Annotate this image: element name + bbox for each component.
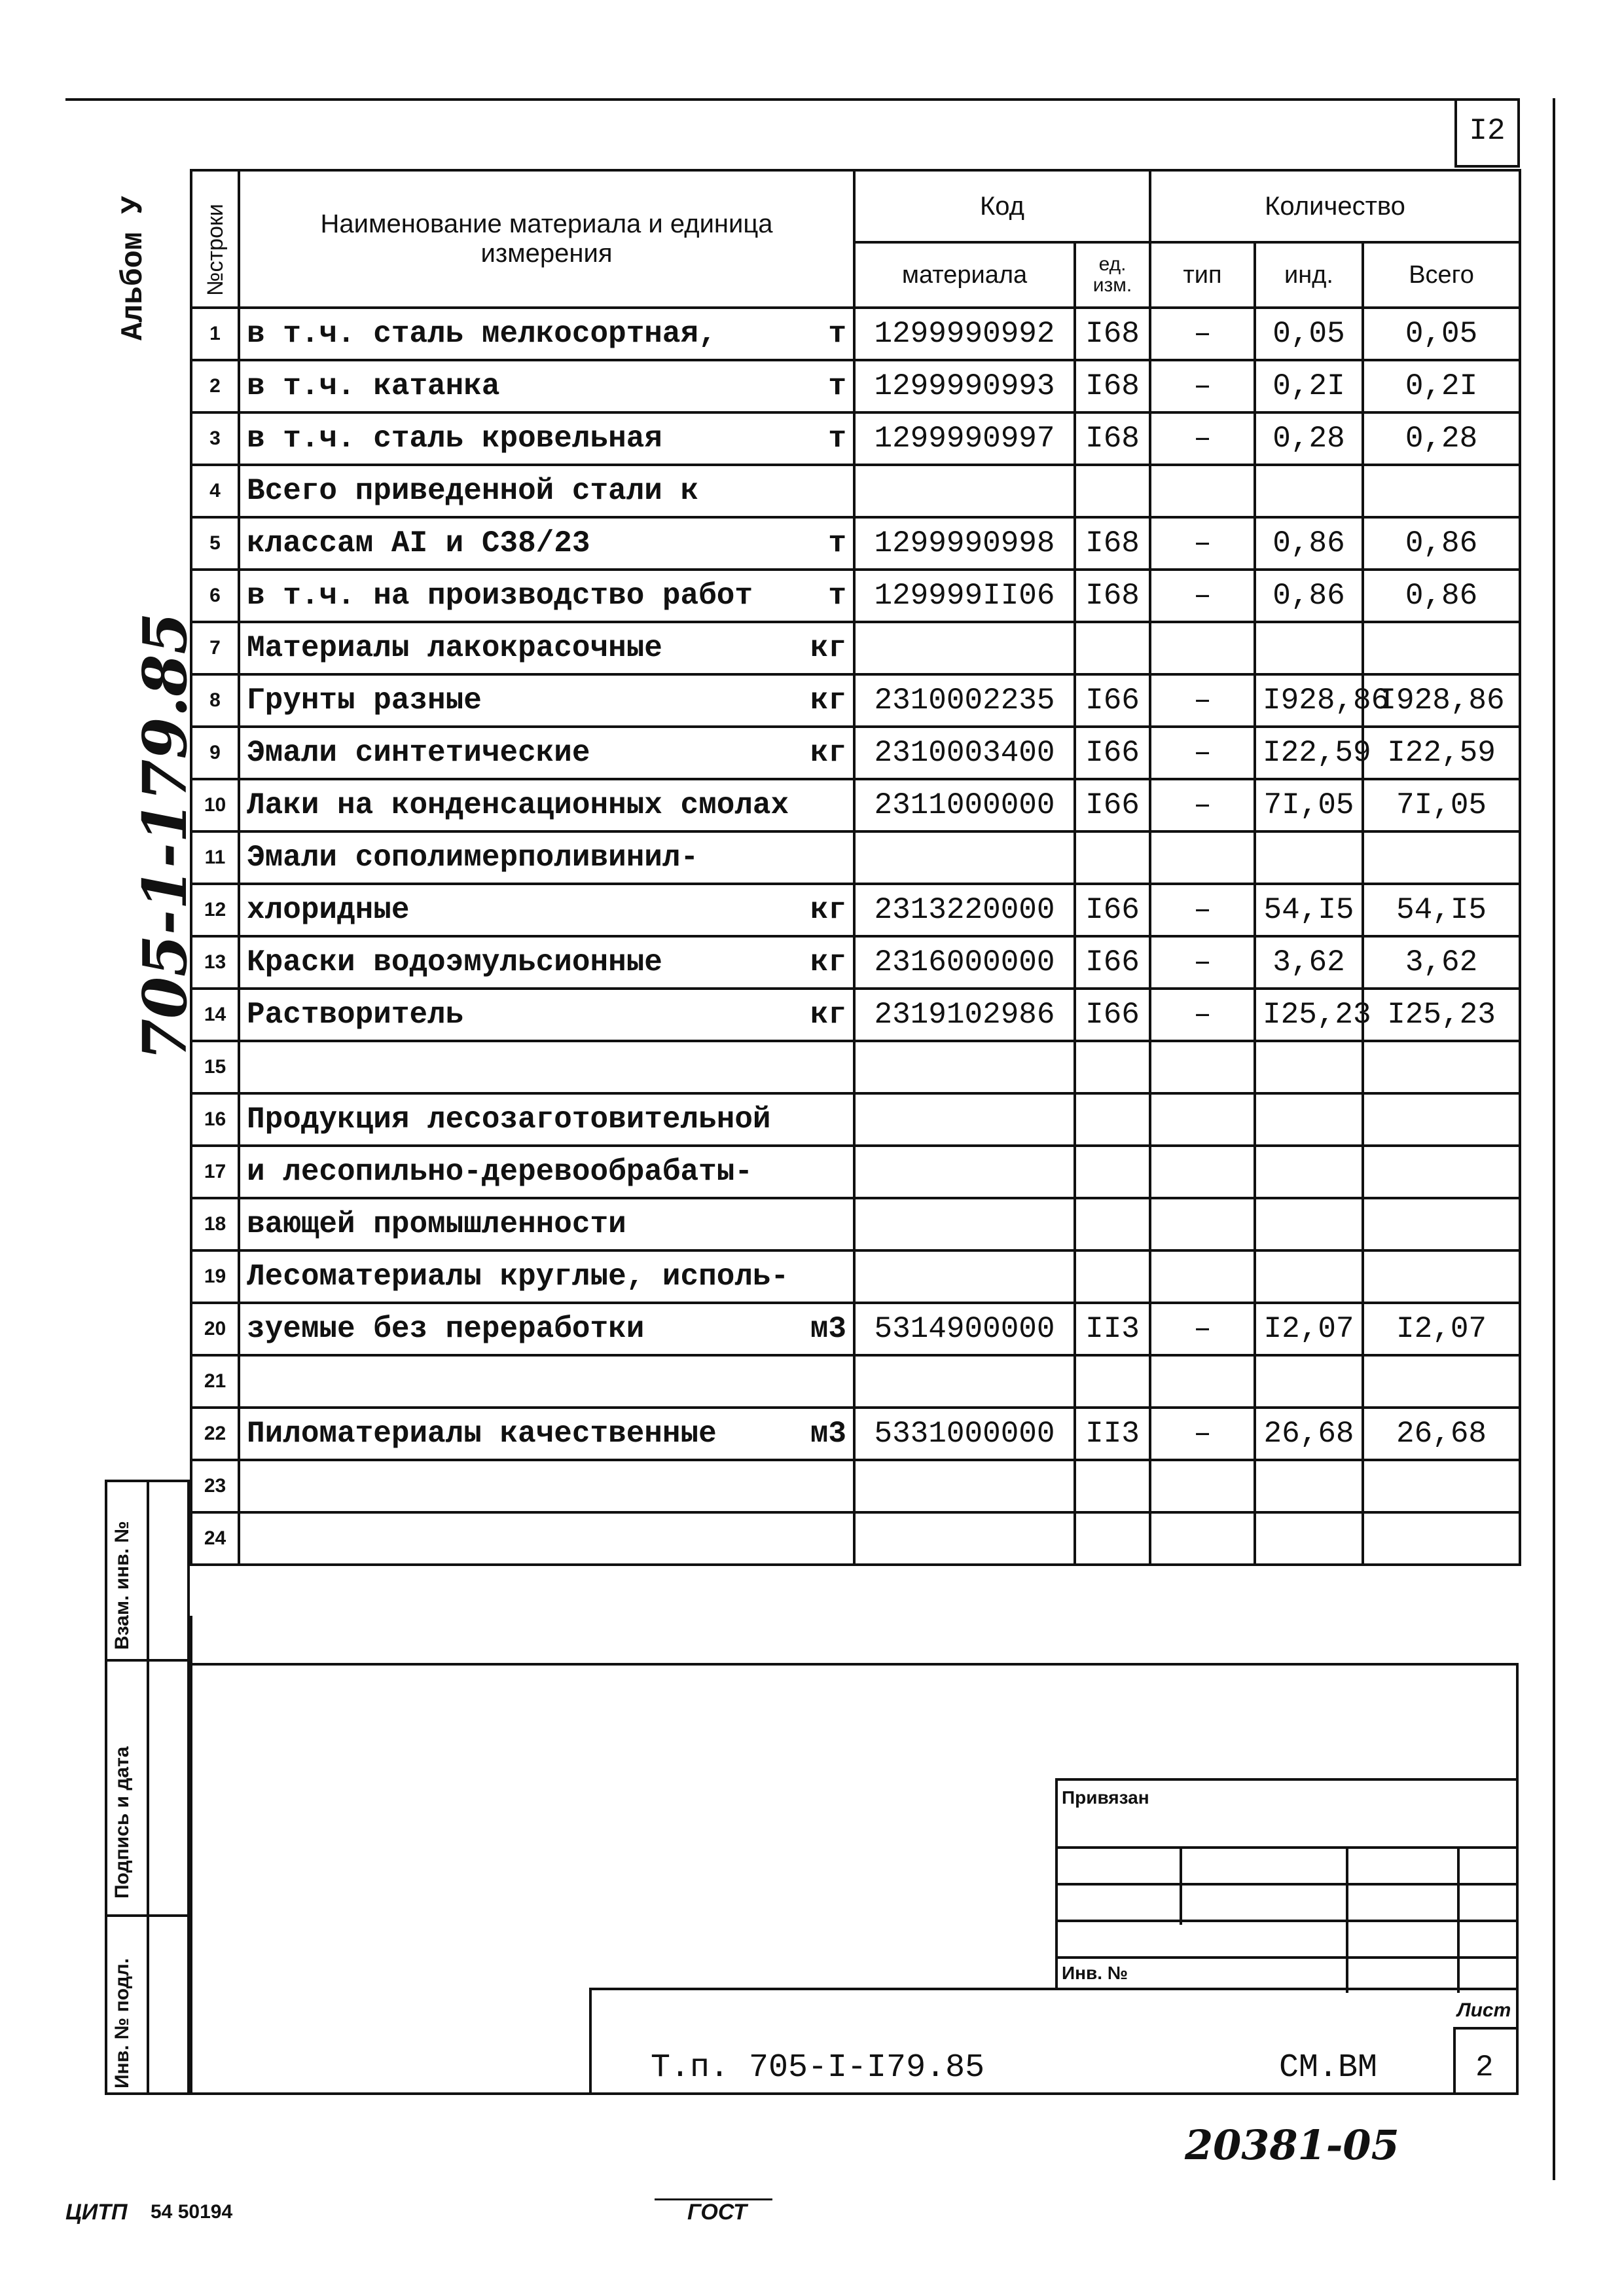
row-number: 20 — [191, 1303, 239, 1355]
quantity-type: – — [1150, 674, 1255, 727]
quantity-type: – — [1150, 936, 1255, 989]
unit-code — [1075, 1041, 1150, 1093]
quantity-total — [1363, 1355, 1520, 1408]
row-number: 13 — [191, 936, 239, 989]
quantity-ind — [1255, 465, 1363, 517]
material-name: Эмали синтетические — [247, 736, 590, 770]
material-name: Всего приведенной стали к — [247, 474, 699, 508]
quantity-ind: 26,68 — [1255, 1408, 1363, 1460]
material-name-cell — [239, 779, 854, 831]
privyazan-rule-3 — [1058, 1920, 1519, 1922]
quantity-type — [1150, 1355, 1255, 1408]
quantity-type — [1150, 465, 1255, 517]
privyazan-rule-4 — [1058, 1956, 1519, 1959]
quantity-type — [1150, 1093, 1255, 1146]
row-number: 15 — [191, 1041, 239, 1093]
quantity-total: 26,68 — [1363, 1408, 1520, 1460]
material-code: 1299990997 — [854, 412, 1075, 465]
page-number: I2 — [1469, 114, 1506, 148]
material-name: Грунты разные — [247, 683, 482, 718]
header-total: Всего — [1363, 242, 1520, 308]
table-row — [191, 1198, 1520, 1250]
material-code — [854, 1093, 1075, 1146]
quantity-total — [1363, 1250, 1520, 1303]
quantity-total: 0,28 — [1363, 412, 1520, 465]
material-unit: кг — [810, 736, 846, 770]
unit-code: I68 — [1075, 570, 1150, 622]
row-number: 7 — [191, 622, 239, 674]
material-code — [854, 831, 1075, 884]
material-name-cell — [239, 622, 854, 674]
unit-code — [1075, 1250, 1150, 1303]
material-name-cell — [239, 1041, 854, 1093]
frame-left-rule — [190, 1616, 192, 2095]
unit-code: I66 — [1075, 674, 1150, 727]
table-row — [191, 884, 1520, 936]
doc-code: Т.п. 705-I-I79.85 — [651, 2049, 985, 2086]
material-name-cell — [239, 1250, 854, 1303]
unit-code — [1075, 1198, 1150, 1250]
row-number: 8 — [191, 674, 239, 727]
privyazan-vrule-2 — [1346, 1846, 1348, 1993]
table-row — [191, 1250, 1520, 1303]
quantity-total — [1363, 1093, 1520, 1146]
quantity-total: I22,59 — [1363, 727, 1520, 779]
material-name-cell — [239, 360, 854, 412]
quantity-total: 7I,05 — [1363, 779, 1520, 831]
frame-right-rule-2 — [1553, 98, 1555, 2180]
material-code: 2310002235 — [854, 674, 1075, 727]
quantity-total: I25,23 — [1363, 989, 1520, 1041]
material-name-cell — [239, 1512, 854, 1565]
unit-code — [1075, 1093, 1150, 1146]
material-unit: м3 — [810, 1312, 846, 1346]
material-name-cell — [239, 936, 854, 989]
material-name: и лесопильно-деревообрабаты- — [247, 1155, 753, 1189]
unit-code: I68 — [1075, 360, 1150, 412]
quantity-total — [1363, 1512, 1520, 1565]
sheet-number: 2 — [1475, 2050, 1494, 2085]
table-row — [191, 1041, 1520, 1093]
quantity-ind — [1255, 1146, 1363, 1198]
row-number: 18 — [191, 1198, 239, 1250]
material-unit: т — [828, 526, 846, 560]
material-name-cell — [239, 1408, 854, 1460]
table-row — [191, 727, 1520, 779]
quantity-total: 0,86 — [1363, 517, 1520, 570]
materials-table — [190, 169, 1521, 1566]
material-name: в т.ч. на производство работ — [247, 579, 753, 613]
material-unit: т — [828, 422, 846, 456]
quantity-ind: 0,28 — [1255, 412, 1363, 465]
material-code: 1299990998 — [854, 517, 1075, 570]
material-name: Пиломатериалы качественные — [247, 1417, 717, 1451]
quantity-type — [1150, 622, 1255, 674]
unit-code: I68 — [1075, 412, 1150, 465]
table-row — [191, 1355, 1520, 1408]
material-code: 5314900000 — [854, 1303, 1075, 1355]
material-name: классам AI и C38/23 — [247, 526, 590, 560]
material-name: зуемые без переработки — [247, 1312, 645, 1346]
row-number: 24 — [191, 1512, 239, 1565]
quantity-ind: 7I,05 — [1255, 779, 1363, 831]
quantity-ind — [1255, 1250, 1363, 1303]
table-row — [191, 674, 1520, 727]
row-number: 2 — [191, 360, 239, 412]
quantity-type: – — [1150, 727, 1255, 779]
quantity-total: 0,05 — [1363, 308, 1520, 360]
material-name: в т.ч. сталь кровельная — [247, 422, 662, 456]
album-label: Альбом У — [117, 196, 151, 340]
material-name: Материалы лакокрасочные — [247, 631, 662, 665]
row-number: 6 — [191, 570, 239, 622]
table-row — [191, 1460, 1520, 1512]
quantity-ind: I928,86 — [1255, 674, 1363, 727]
quantity-total — [1363, 1198, 1520, 1250]
header-quantity: Количество — [1150, 170, 1520, 242]
quantity-total — [1363, 465, 1520, 517]
title-block — [589, 1988, 1519, 2095]
row-number: 19 — [191, 1250, 239, 1303]
material-name: вающей промышленности — [247, 1207, 626, 1241]
side-divider-vert — [147, 1482, 149, 2092]
quantity-total — [1363, 1460, 1520, 1512]
privyazan-label: Привязан — [1062, 1787, 1149, 1808]
material-name-cell — [239, 517, 854, 570]
quantity-total: 0,86 — [1363, 570, 1520, 622]
material-unit: кг — [810, 998, 846, 1032]
material-code — [854, 1198, 1075, 1250]
material-code — [854, 622, 1075, 674]
quantity-type — [1150, 1146, 1255, 1198]
row-number: 4 — [191, 465, 239, 517]
material-code — [854, 1041, 1075, 1093]
material-code — [854, 1512, 1075, 1565]
material-name: хлоридные — [247, 893, 410, 927]
footer-order: 54 50194 — [151, 2201, 233, 2223]
table-row — [191, 1146, 1520, 1198]
top-rule — [65, 98, 1519, 101]
privyazan-block — [1055, 1778, 1519, 1990]
quantity-total — [1363, 831, 1520, 884]
row-number: 12 — [191, 884, 239, 936]
material-unit: кг — [810, 631, 846, 665]
material-code: 2311000000 — [854, 779, 1075, 831]
material-name: Лаки на конденсационных смолах — [247, 788, 789, 822]
row-number: 5 — [191, 517, 239, 570]
material-code: 2313220000 — [854, 884, 1075, 936]
table-row — [191, 1303, 1520, 1355]
quantity-type — [1150, 1250, 1255, 1303]
quantity-ind — [1255, 831, 1363, 884]
material-name-cell — [239, 727, 854, 779]
row-number: 21 — [191, 1355, 239, 1408]
material-name-cell — [239, 465, 854, 517]
header-material: материала — [854, 242, 1075, 308]
project-code-handwritten: 705-1-179.85 — [130, 612, 200, 1061]
unit-code: I66 — [1075, 884, 1150, 936]
header-unit: ед. изм. — [1075, 242, 1150, 308]
quantity-total — [1363, 1041, 1520, 1093]
table-row — [191, 831, 1520, 884]
quantity-ind: 0,86 — [1255, 517, 1363, 570]
table-row — [191, 360, 1520, 412]
quantity-type: – — [1150, 517, 1255, 570]
quantity-type — [1150, 1512, 1255, 1565]
table-row — [191, 989, 1520, 1041]
row-number: 16 — [191, 1093, 239, 1146]
quantity-type: – — [1150, 412, 1255, 465]
quantity-ind: 3,62 — [1255, 936, 1363, 989]
page-number-box — [1454, 98, 1520, 168]
material-unit: т — [828, 369, 846, 403]
unit-code: I66 — [1075, 989, 1150, 1041]
table-row — [191, 622, 1520, 674]
material-code: 1299990993 — [854, 360, 1075, 412]
privyazan-rule-2 — [1058, 1883, 1519, 1886]
material-code — [854, 1355, 1075, 1408]
quantity-ind: 0,05 — [1255, 308, 1363, 360]
table-row — [191, 570, 1520, 622]
row-number: 9 — [191, 727, 239, 779]
doc-mark: СМ.ВМ — [1279, 2049, 1378, 2086]
unit-code — [1075, 1146, 1150, 1198]
material-name: Эмали сополимерполивинил- — [247, 841, 699, 875]
title-hrule — [1453, 2027, 1519, 2030]
material-unit: т — [828, 317, 846, 351]
material-code: 2319102986 — [854, 989, 1075, 1041]
material-code: 5331000000 — [854, 1408, 1075, 1460]
quantity-ind — [1255, 1355, 1363, 1408]
row-number: 23 — [191, 1460, 239, 1512]
unit-code — [1075, 1460, 1150, 1512]
unit-code — [1075, 1355, 1150, 1408]
table-row — [191, 1093, 1520, 1146]
material-unit: кг — [810, 683, 846, 718]
header-type: тип — [1150, 242, 1255, 308]
quantity-type — [1150, 1460, 1255, 1512]
privyazan-vrule-3 — [1457, 1846, 1460, 1993]
material-name-cell — [239, 831, 854, 884]
material-name: Лесоматериалы круглые, исполь- — [247, 1260, 789, 1294]
side-label-podpis: Подпись и дата — [111, 1746, 133, 1899]
material-name: в т.ч. катанка — [247, 369, 500, 403]
material-name: Растворитель — [247, 998, 464, 1032]
material-name-cell — [239, 1460, 854, 1512]
quantity-type: – — [1150, 989, 1255, 1041]
quantity-total: 3,62 — [1363, 936, 1520, 989]
quantity-type: – — [1150, 1408, 1255, 1460]
unit-code: I68 — [1075, 308, 1150, 360]
quantity-total — [1363, 1146, 1520, 1198]
quantity-ind — [1255, 1460, 1363, 1512]
row-number: 17 — [191, 1146, 239, 1198]
quantity-total: I928,86 — [1363, 674, 1520, 727]
quantity-ind — [1255, 1093, 1363, 1146]
quantity-total — [1363, 622, 1520, 674]
frame-table-bottom — [190, 1663, 1519, 1666]
material-name: Продукция лесозаготовительной — [247, 1102, 771, 1137]
material-name-cell — [239, 1146, 854, 1198]
quantity-type: – — [1150, 360, 1255, 412]
material-name-cell — [239, 674, 854, 727]
material-name-cell — [239, 1198, 854, 1250]
table-row — [191, 308, 1520, 360]
material-name-cell — [239, 1355, 854, 1408]
quantity-ind — [1255, 1512, 1363, 1565]
privyazan-vrule-1 — [1180, 1846, 1182, 1925]
unit-code — [1075, 465, 1150, 517]
list-label: Лист — [1457, 1999, 1511, 2021]
quantity-total: 0,2I — [1363, 360, 1520, 412]
table-row — [191, 465, 1520, 517]
material-code: 2316000000 — [854, 936, 1075, 989]
quantity-type — [1150, 1198, 1255, 1250]
unit-code: I66 — [1075, 779, 1150, 831]
quantity-type — [1150, 831, 1255, 884]
unit-code — [1075, 831, 1150, 884]
row-number: 1 — [191, 308, 239, 360]
quantity-ind: I2,07 — [1255, 1303, 1363, 1355]
material-name-cell — [239, 989, 854, 1041]
header-row-no: №строки — [203, 204, 228, 296]
quantity-type: – — [1150, 570, 1255, 622]
header-code: Код — [854, 170, 1150, 242]
footer-org: ЦИТП — [65, 2200, 128, 2225]
quantity-ind: 0,2I — [1255, 360, 1363, 412]
material-name: в т.ч. сталь мелкосортная, — [247, 317, 717, 351]
table-row — [191, 779, 1520, 831]
material-name-cell — [239, 308, 854, 360]
unit-code: I66 — [1075, 936, 1150, 989]
row-number: 22 — [191, 1408, 239, 1460]
quantity-ind — [1255, 622, 1363, 674]
quantity-ind — [1255, 1041, 1363, 1093]
table-row — [191, 412, 1520, 465]
material-name: Краски водоэмульсионные — [247, 945, 662, 979]
quantity-type: – — [1150, 779, 1255, 831]
material-name-cell — [239, 1303, 854, 1355]
material-code: 129999II06 — [854, 570, 1075, 622]
material-name-cell — [239, 884, 854, 936]
bottom-number-handwritten: 20381-05 — [1185, 2121, 1399, 2169]
quantity-ind: 0,86 — [1255, 570, 1363, 622]
table-row — [191, 1512, 1520, 1565]
table-row — [191, 936, 1520, 989]
material-code: 1299990992 — [854, 308, 1075, 360]
side-label-vzam: Взам. инв. № — [111, 1521, 133, 1650]
unit-code — [1075, 622, 1150, 674]
material-name-cell — [239, 412, 854, 465]
material-unit: кг — [810, 945, 846, 979]
material-unit: кг — [810, 893, 846, 927]
header-row-no-cell — [191, 170, 239, 308]
material-unit: м3 — [810, 1417, 846, 1451]
material-code — [854, 1460, 1075, 1512]
quantity-type: – — [1150, 884, 1255, 936]
header-name: Наименование материала и единица измерения — [239, 170, 854, 308]
row-number: 3 — [191, 412, 239, 465]
quantity-total: I2,07 — [1363, 1303, 1520, 1355]
material-unit: т — [828, 579, 846, 613]
table-row — [191, 1408, 1520, 1460]
material-name-cell — [239, 1093, 854, 1146]
unit-code: II3 — [1075, 1303, 1150, 1355]
quantity-ind — [1255, 1198, 1363, 1250]
material-code: 2310003400 — [854, 727, 1075, 779]
quantity-ind: I25,23 — [1255, 989, 1363, 1041]
row-number: 14 — [191, 989, 239, 1041]
table-row — [191, 517, 1520, 570]
side-label-inv: Инв. № подл. — [111, 1958, 133, 2088]
row-number: 10 — [191, 779, 239, 831]
quantity-type — [1150, 1041, 1255, 1093]
inv-no-label: Инв. № — [1062, 1963, 1128, 1983]
quantity-type: – — [1150, 308, 1255, 360]
unit-code — [1075, 1512, 1150, 1565]
quantity-ind: 54,I5 — [1255, 884, 1363, 936]
material-code — [854, 1250, 1075, 1303]
title-vrule — [1453, 2030, 1456, 2095]
material-code — [854, 465, 1075, 517]
quantity-ind: I22,59 — [1255, 727, 1363, 779]
unit-code: II3 — [1075, 1408, 1150, 1460]
material-code — [854, 1146, 1075, 1198]
quantity-type: – — [1150, 1303, 1255, 1355]
privyazan-rule-1 — [1058, 1846, 1519, 1849]
row-number: 11 — [191, 831, 239, 884]
unit-code: I66 — [1075, 727, 1150, 779]
material-name-cell — [239, 570, 854, 622]
footer-gost: ГОСТ — [687, 2200, 747, 2225]
header-ind: инд. — [1255, 242, 1363, 308]
unit-code: I68 — [1075, 517, 1150, 570]
quantity-total: 54,I5 — [1363, 884, 1520, 936]
